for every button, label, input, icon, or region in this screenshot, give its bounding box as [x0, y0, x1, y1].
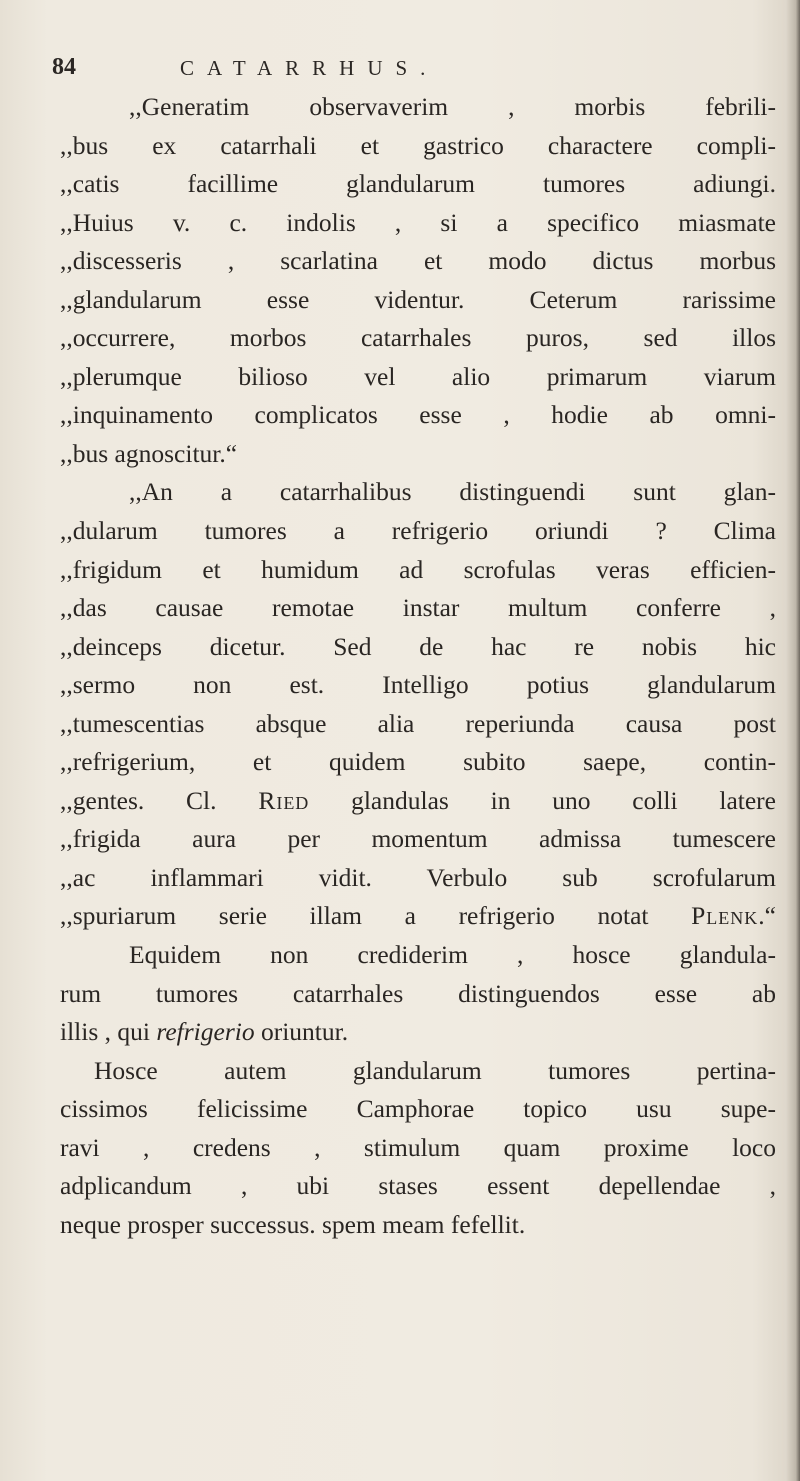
text-line: ,,plerumque bilioso vel alio primarum viarum — [60, 361, 776, 391]
text-line: Hosce autem glandularum tumores pertina- — [94, 1055, 776, 1085]
text-segment: illis , qui — [60, 1017, 157, 1047]
text-line: ,,frigida aura per momentum admissa tumescere — [60, 824, 776, 854]
running-head: CATARRHUS. — [180, 56, 439, 80]
page-edge-shadow — [786, 0, 800, 1481]
text-line: ,,catis facillime glandularum tumores adiungi. — [60, 169, 776, 199]
text-line: ,,tumescentias absque alia reperiunda causa post — [60, 708, 776, 738]
text-line: ,,occurrere, morbos catarrhales puros, sed illos — [60, 323, 776, 353]
body-text — [60, 88, 776, 1244]
text-line: ,,Huius v. c. indolis , si a specifico miasmate — [60, 207, 776, 237]
text-line: ,,dularum tumores a refrigerio oriundi ? Clima — [60, 516, 776, 546]
text-line: ravi , credens , stimulum quam proxime loco — [60, 1132, 776, 1162]
text-line: ,,das causae remotae instar multum conferre , — [60, 593, 776, 623]
text-line: ,,discesseris , scarlatina et modo dictus morbus — [60, 246, 776, 276]
text-line: ,,bus agnoscitur.“ — [60, 438, 238, 468]
text-segment: glandulas in uno colli latere — [309, 785, 776, 815]
text-line: ,,frigidum et humidum ad scrofulas veras efficien- — [60, 554, 776, 584]
text-line — [60, 897, 776, 936]
italic-term: refrigerio — [156, 1017, 255, 1047]
text-line: adplicandum , ubi stases essent depellendae , — [60, 1171, 776, 1201]
text-segment: oriuntur. — [254, 1017, 349, 1047]
text-line: ,,deinceps dicetur. Sed de hac re nobis hic — [60, 631, 776, 661]
text-line: ,,An a catarrhalibus distinguendi sunt glan- — [129, 477, 776, 507]
author-name-ried: Ried — [258, 785, 310, 815]
page-number: 84 — [52, 54, 76, 80]
text-segment: ,,spuriarum serie illam a refrigerio notat — [60, 901, 692, 931]
author-name-plenk: Plenk — [691, 901, 759, 931]
text-line: rum tumores catarrhales distinguendos esse ab — [60, 978, 776, 1008]
text-line: neque prosper successus. spem meam fefellit. — [60, 1209, 526, 1239]
text-segment: .“ — [758, 901, 776, 931]
text-line — [60, 782, 776, 821]
text-line: ,,Generatim observaverim , morbis febrili- — [129, 92, 776, 121]
text-line: ,,glandularum esse videntur. Ceterum rarissime — [60, 284, 776, 314]
text-line: cissimos felicissime Camphorae topico usu supe- — [60, 1094, 776, 1124]
text-segment: ,,gentes. Cl. — [60, 785, 259, 815]
text-line — [60, 1013, 776, 1052]
text-line: ,,sermo non est. Intelligo potius glandularum — [60, 670, 776, 700]
text-line: ,,ac inflammari vidit. Verbulo sub scrofularum — [60, 862, 776, 892]
text-line: ,,refrigerium, et quidem subito saepe, contin- — [60, 747, 776, 777]
text-line: ,,inquinamento complicatos esse , hodie ab omni- — [60, 400, 776, 430]
text-line: ,,bus ex catarrhali et gastrico charactere compli- — [60, 130, 776, 160]
page-header — [52, 50, 612, 90]
text-line: Equidem non crediderim , hosce glandula- — [129, 940, 776, 970]
